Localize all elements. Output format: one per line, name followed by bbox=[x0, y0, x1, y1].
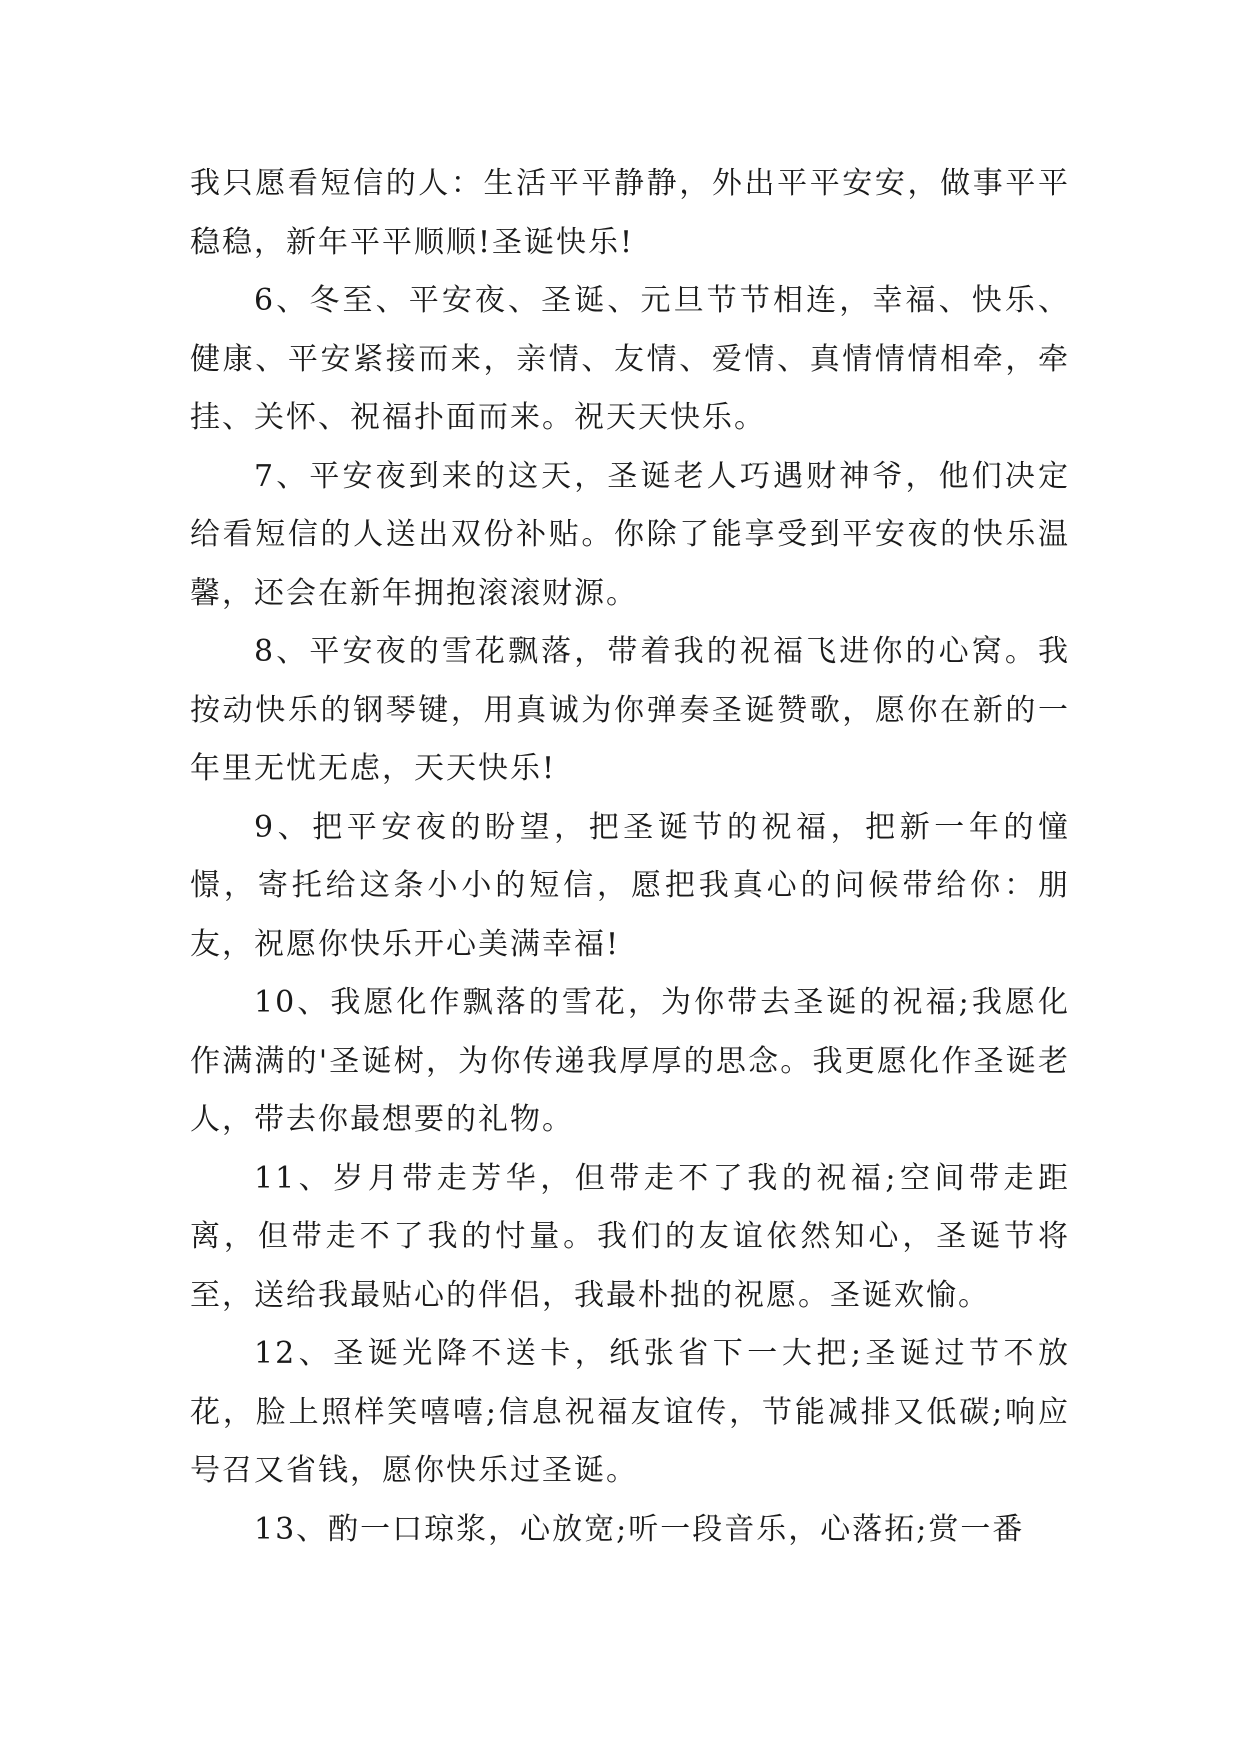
paragraph-10: 10、我愿化作飘落的雪花，为你带去圣诞的祝福;我愿化作满满的'圣诞树，为你传递我厚厚的思念。我更愿化作圣诞老人，带去你最想要的礼物。 bbox=[190, 985, 1070, 1137]
paragraph-11: 11、岁月带走芳华，但带走不了我的祝福;空间带走距离，但带走不了我的忖量。我们的友谊依然知心，圣诞节将至，送给我最贴心的伴侣，我最朴拙的祝愿。圣诞欢愉。 bbox=[190, 1160, 1070, 1313]
paragraph-9: 9、把平安夜的盼望，把圣诞节的祝福，把新一年的憧憬，寄托给这条小小的短信，愿把我真心的问候带给你：朋友，祝愿你快乐开心美满幸福! bbox=[190, 809, 1070, 962]
paragraph-8: 8、平安夜的雪花飘落，带着我的祝福飞进你的心窝。我按动快乐的钢琴键，用真诚为你弹奏圣诞赞歌，愿你在新的一年里无忧无虑，天天快乐! bbox=[190, 634, 1070, 786]
document-body bbox=[190, 155, 1070, 1559]
paragraph-continuation: 我只愿看短信的人：生活平平静静，外出平平安安，做事平平稳稳，新年平平顺顺!圣诞快乐! bbox=[190, 166, 1070, 260]
paragraph-13: 13、酌一口琼浆，心放宽;听一段音乐，心落拓;赏一番 bbox=[254, 1511, 1025, 1547]
paragraph-7: 7、平安夜到来的这天，圣诞老人巧遇财神爷，他们决定给看短信的人送出双份补贴。你除了能享受到平安夜的快乐温馨，还会在新年拥抱滚滚财源。 bbox=[190, 458, 1070, 611]
paragraph-12: 12、圣诞光降不送卡，纸张省下一大把;圣诞过节不放花，脸上照样笑嘻嘻;信息祝福友谊传，节能减排又低碳;响应号召又省钱，愿你快乐过圣诞。 bbox=[190, 1336, 1070, 1488]
paragraph-6: 6、冬至、平安夜、圣诞、元旦节节相连，幸福、快乐、健康、平安紧接而来，亲情、友情、爱情、真情情情相牵，牵挂、关怀、祝福扑面而来。祝天天快乐。 bbox=[190, 283, 1070, 435]
